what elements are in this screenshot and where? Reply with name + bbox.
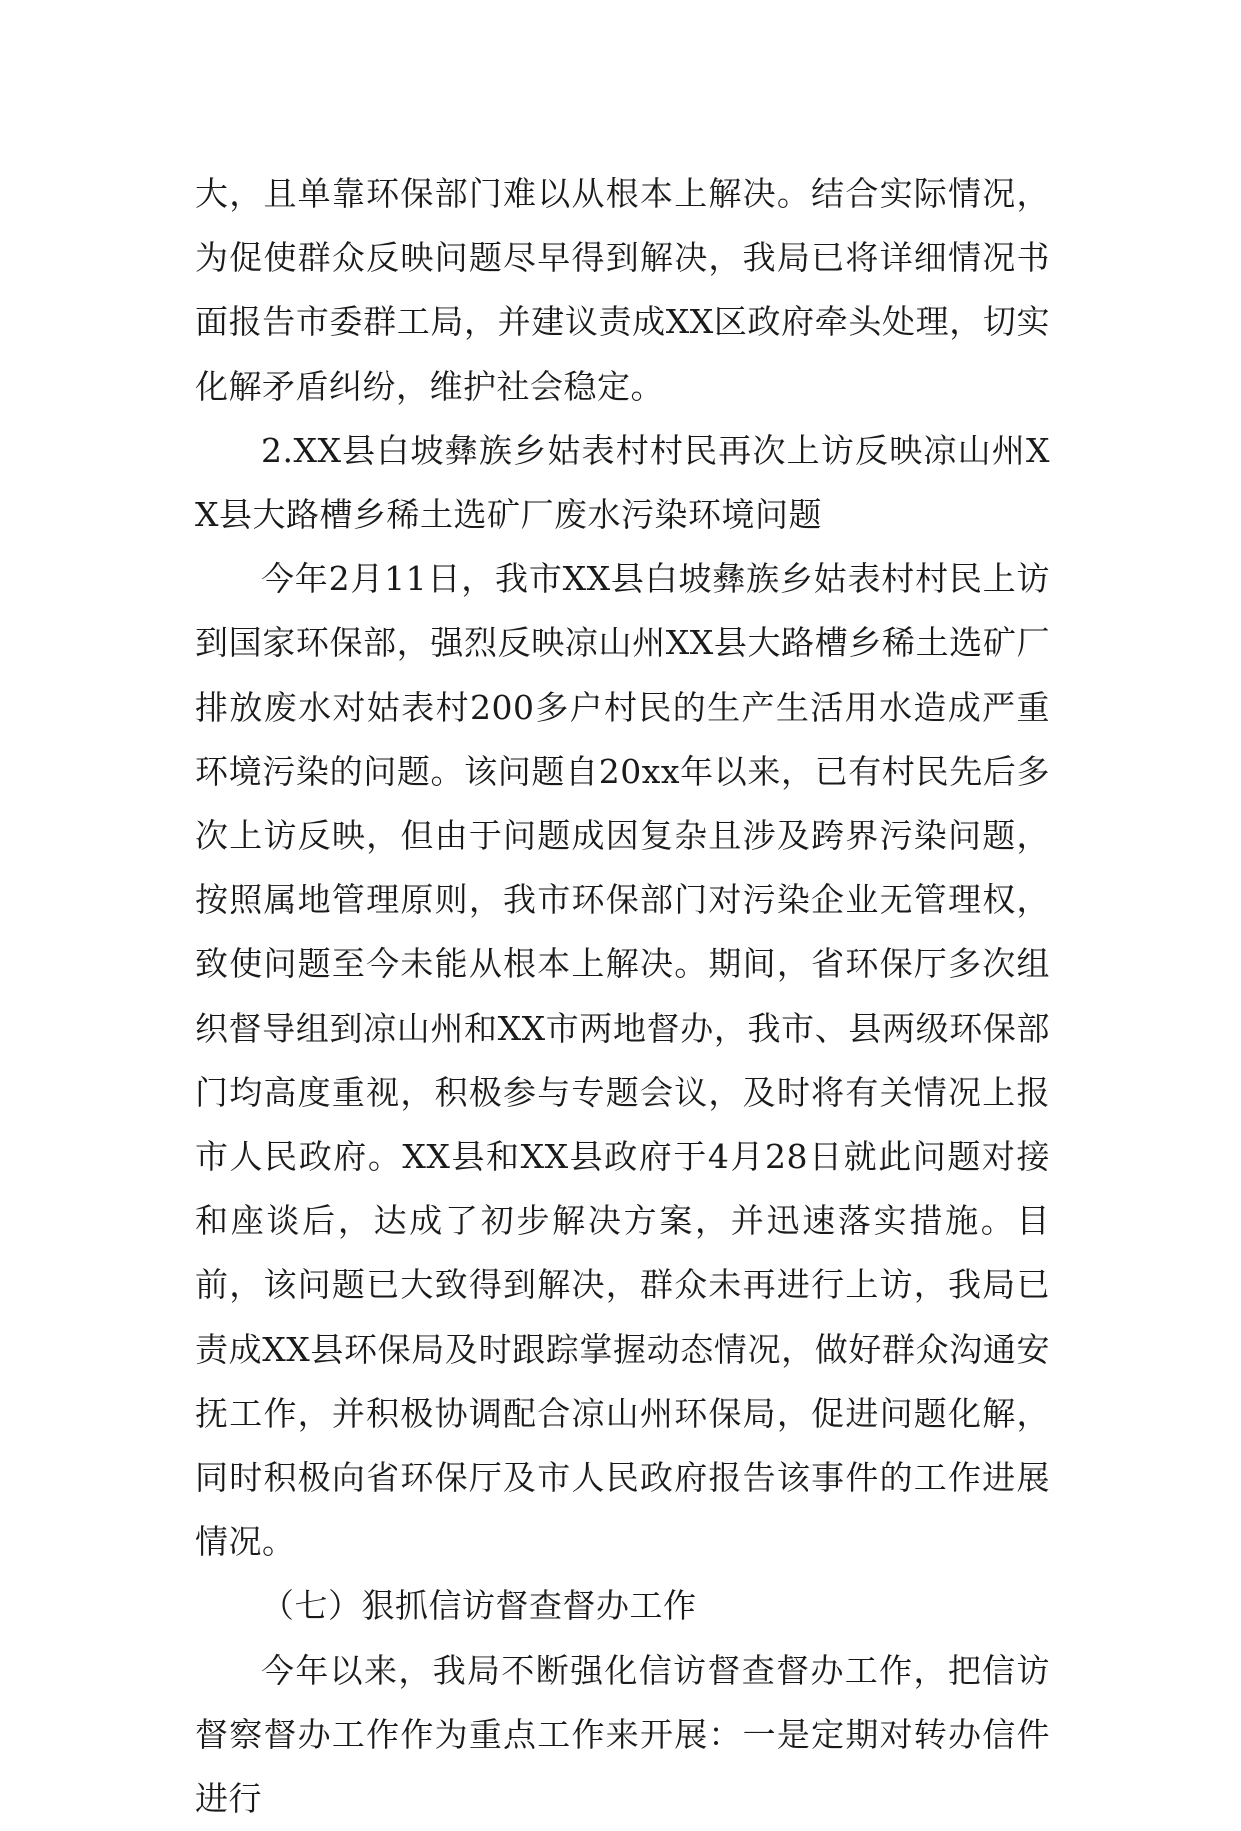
document-body [195,162,1050,1831]
paragraph-body-last: 今年以来，我局不断强化信访督查督办工作，把信访督察督办工作作为重点工作来开展：一是定期对转办信件进行 [195,1650,1050,1819]
paragraph-continued: 大，且单靠环保部门难以从根本上解决。结合实际情况，为促使群众反映问题尽早得到解决，我局已将详细情况书面报告市委群工局，并建议责成XX区政府牵头处理，切实化解矛盾纠纷，维护社会稳定。 [195,174,1050,406]
section-heading-7: （七）狠抓信访督查督办工作 [261,1586,697,1626]
paragraph-body: 今年2月11日，我市XX县白坡彝族乡姑表村村民上访到国家环保部，强烈反映凉山州XX县大路槽乡稀土选矿厂排放废水对姑表村200多户村民的生产生活用水造成严重环境污染的问题。该问题自20xx年以来，已有村民先后多次上访反映，但由于问题成因复杂且涉及跨界污染问题，按照属地管理原则，我市环保部门对污染企业无管理权，致使问题至今未能从根本上解决。期间，省环保厅多次组织督导组到凉山州和XX市两地督办，我市、县两级环保部门均高度重视，积极参与专题会议，及时将有关情况上报市人民政府。XX县和XX县政府于4月28日就此问题对接和座谈后，达成了初步解决方案，并迅速落实措施。目前，该问题已大致得到解决，群众未再进行上访，我局已责成XX县环保局及时跟踪掌握动态情况，做好群众沟通安抚工作，并积极协调配合凉山州环保局，促进问题化解，同时积极向省环保厅及市人民政府报告该事件的工作进展情况。 [195,559,1050,1562]
subsection-heading-2: 2.XX县白坡彝族乡姑表村村民再次上访反映凉山州XX县大路槽乡稀土选矿厂废水污染环境问题 [195,430,1050,535]
